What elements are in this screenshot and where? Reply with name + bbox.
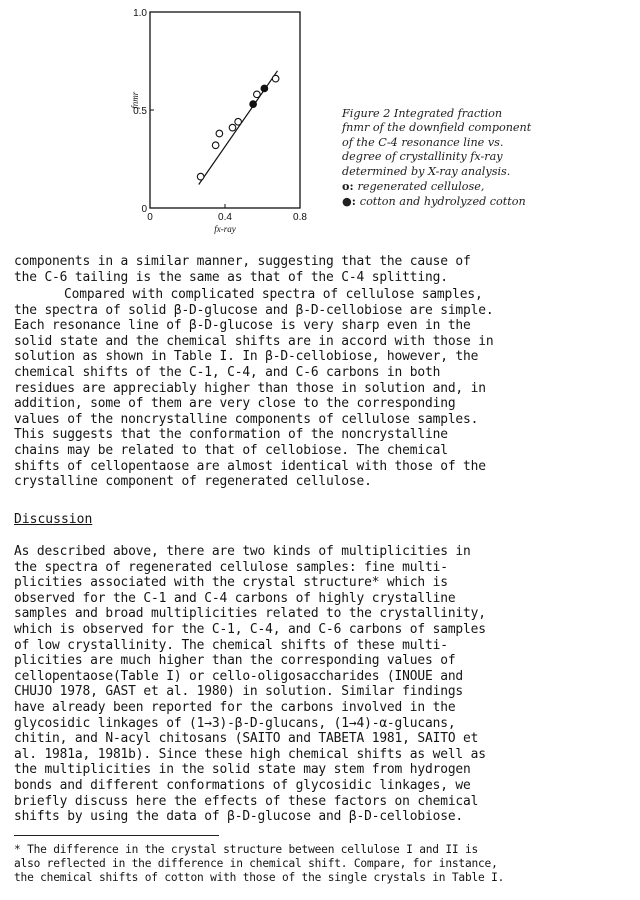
figure-caption	[342, 107, 632, 210]
legend-marker: ●:	[342, 194, 360, 209]
y-tick-label: 0.5	[133, 106, 147, 117]
text-line: the C-6 tailing is the same as that of the C-4 splitting.	[14, 269, 448, 285]
footnote-rule	[14, 835, 219, 836]
scatter-plot	[128, 8, 318, 238]
data-point-regenerated	[254, 91, 261, 98]
x-tick-label: 0.8	[293, 212, 307, 223]
text-line: chemical shifts of the C-1, C-4, and C-6 carbons in both	[14, 364, 441, 380]
figure-2-plot	[128, 8, 318, 238]
text-line: chitin, and N-acyl chitosans (SAITO and TABETA 1981, SAITO et	[14, 731, 479, 747]
legend-marker: o:	[342, 179, 358, 194]
paragraph-discussion	[14, 544, 634, 825]
caption-line: determined by X-ray analysis.	[342, 164, 511, 178]
paragraph-comparison	[14, 287, 634, 490]
caption-text	[342, 107, 632, 179]
x-axis-label: fx-ray	[214, 224, 236, 234]
text-line: Each resonance line of β-D-glucose is very sharp even in the	[14, 318, 471, 334]
text-line: of low crystallinity. The chemical shifts of these multi-	[14, 637, 448, 653]
text-line: glycosidic linkages of (1→3)-β-D-glucans, (1→4)-α-glucans,	[14, 715, 456, 731]
text-line: solution as shown in Table I. In β-D-cellobiose, however, the	[14, 349, 479, 365]
text-line: al. 1981a, 1981b). Since these high chemical shifts as well as	[14, 746, 486, 762]
data-point-regenerated	[197, 173, 204, 180]
paragraph-continuation	[14, 254, 634, 285]
x-tick-label: 0.4	[218, 212, 232, 223]
text-line: As described above, there are two kinds of multiplicities in	[14, 544, 471, 559]
text-line: which is observed for the C-1, C-4, and C-6 carbons of samples	[14, 621, 486, 637]
text-line: CHUJO 1978, GAST et al. 1980) in solution. Similar findings	[14, 684, 464, 700]
plot-frame	[150, 12, 300, 208]
text-line: values of the noncrystalline components of cellulose samples.	[14, 411, 479, 427]
text-line: have already been reported for the carbons involved in the	[14, 699, 456, 715]
text-line: briefly discuss here the effects of these factors on chemical	[14, 793, 479, 809]
footnote	[14, 843, 634, 885]
text-line: residues are appreciably higher than those in solution and, in	[14, 380, 486, 396]
data-point-cotton	[261, 85, 268, 92]
text-line: addition, some of them are very close to the corresponding	[14, 396, 456, 412]
y-tick-label: 1.0	[133, 8, 147, 19]
caption-line: fnmr of the downfield component	[342, 121, 532, 135]
caption-line: degree of crystallinity fx-ray	[342, 150, 503, 164]
data-point-regenerated	[272, 75, 279, 82]
legend-label: regenerated cellulose,	[357, 180, 485, 194]
text-line: the spectra of solid β-D-glucose and β-D-cellobiose are simple.	[14, 302, 494, 318]
text-line: crystalline component of regenerated cellulose.	[14, 474, 372, 490]
footnote-line: * The difference in the crystal structure between cellulose I and II is	[14, 843, 479, 856]
text-line: samples and broad multiplicities related to the crystallinity,	[14, 606, 486, 622]
data-point-regenerated	[229, 124, 236, 131]
figure-legend	[342, 179, 632, 210]
legend-entry	[342, 194, 632, 209]
text-line: components in a similar manner, suggesting that the cause of	[14, 254, 471, 269]
text-line: plicities are much higher than the corresponding values of	[14, 653, 456, 669]
text-line: This suggests that the conformation of the noncrystalline	[14, 427, 448, 443]
text-line: cellopentaose(Table I) or cello-oligosaccharides (INOUE and	[14, 668, 464, 684]
text-line: Compared with complicated spectra of cellulose samples,	[64, 287, 483, 302]
footnote-line: also reflected in the difference in chemical shift. Compare, for instance,	[14, 857, 498, 870]
data-point-regenerated	[235, 118, 242, 125]
text-line: bonds and different conformations of glycosidic linkages, we	[14, 777, 471, 793]
legend-label: cotton and hydrolyzed cotton	[359, 195, 526, 209]
text-line: chains may be related to that of cellobiose. The chemical	[14, 442, 448, 458]
text-line: plicities associated with the crystal structure* which is	[14, 575, 448, 591]
text-line: shifts by using the data of β-D-glucose and β-D-cellobiose.	[14, 809, 464, 825]
caption-line: of the C-4 resonance line vs.	[342, 135, 504, 149]
legend-entry	[342, 179, 632, 194]
text-line: solid state and the chemical shifts are in accord with those in	[14, 333, 494, 349]
y-tick-label: 0	[141, 204, 147, 215]
footnote-line: the chemical shifts of cotton with those of the single crystals in Table I.	[14, 871, 505, 884]
data-point-regenerated	[212, 142, 219, 149]
text-line: the spectra of regenerated cellulose samples: fine multi-	[14, 559, 448, 575]
caption-line: Figure 2 Integrated fraction	[342, 107, 503, 120]
x-tick-label: 0	[147, 212, 153, 223]
text-line: shifts of cellopentaose are almost identical with those of the	[14, 458, 486, 474]
section-heading: Discussion	[14, 512, 93, 527]
text-line: the multiplicities in the solid state may stem from hydrogen	[14, 762, 471, 778]
y-axis-label: fnmr	[130, 91, 140, 109]
data-point-regenerated	[216, 130, 223, 137]
data-point-cotton	[250, 101, 257, 108]
text-line: observed for the C-1 and C-4 carbons of highly crystalline	[14, 590, 456, 606]
